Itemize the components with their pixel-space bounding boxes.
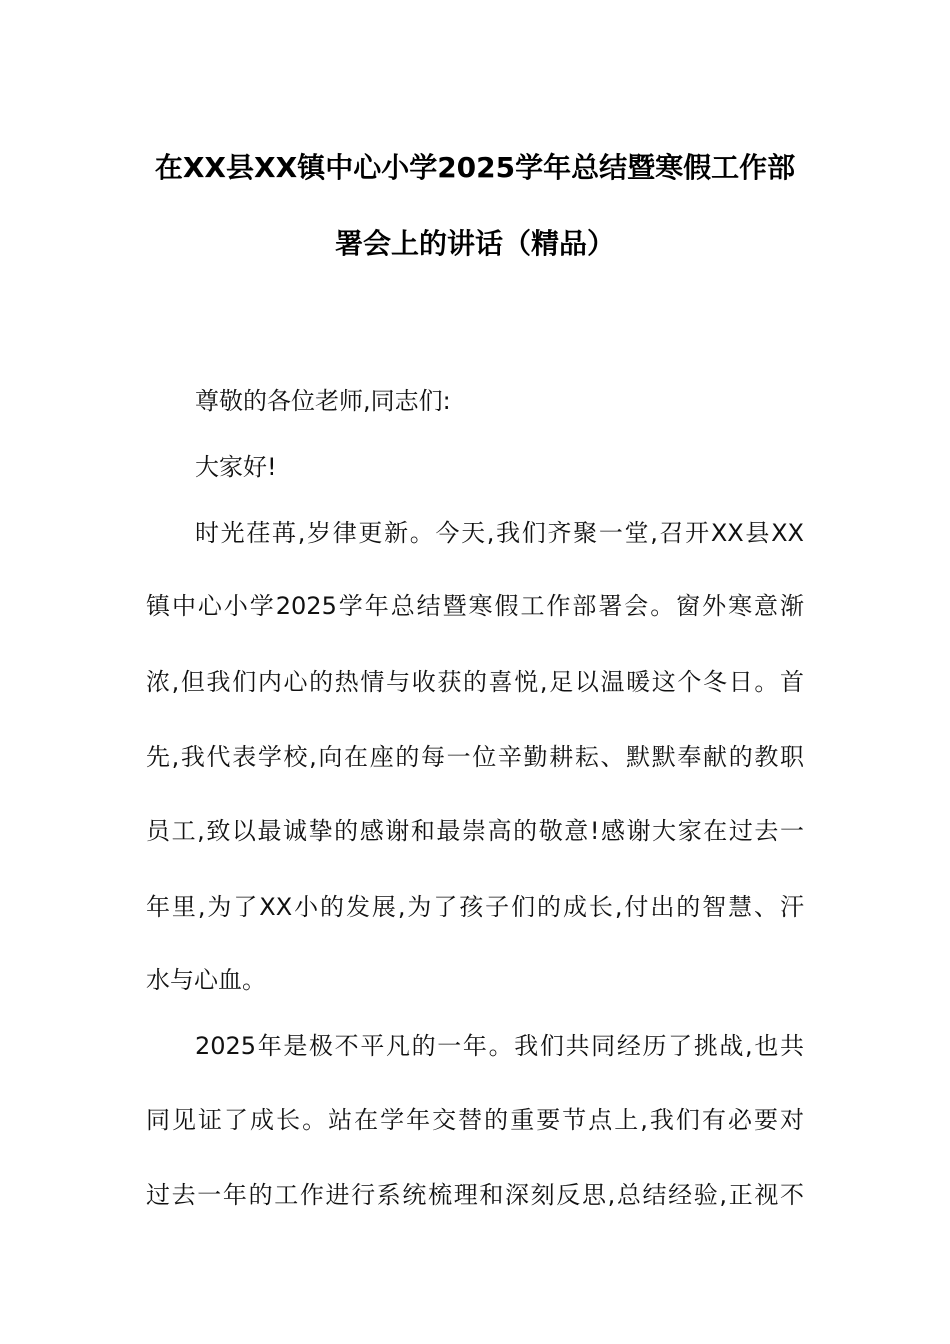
document-title-line-1: 在XX县XX镇中心小学2025学年总结暨寒假工作部 xyxy=(154,151,796,184)
paragraph-1-line: 先,我代表学校,向在座的每一位辛勤耕耘、默默奉献的教职 xyxy=(146,743,804,771)
paragraph-2-line: 过去一年的工作进行系统梳理和深刻反思,总结经验,正视不 xyxy=(146,1181,804,1209)
paragraph-2-line: 2025年是极不平凡的一年。我们共同经历了挑战,也共 xyxy=(195,1032,804,1060)
document-title-line-2: 署会上的讲话（精品） xyxy=(334,227,615,260)
greeting: 大家好! xyxy=(195,453,277,481)
paragraph-2-line: 同见证了成长。站在学年交替的重要节点上,我们有必要对 xyxy=(146,1106,804,1134)
salutation: 尊敬的各位老师,同志们: xyxy=(195,387,451,415)
paragraph-1-line: 员工,致以最诚挚的感谢和最崇高的敬意!感谢大家在过去一 xyxy=(146,817,804,845)
paragraph-1-line: 水与心血。 xyxy=(146,966,266,994)
paragraph-1-line: 时光荏苒,岁律更新。今天,我们齐聚一堂,召开XX县XX xyxy=(195,519,804,547)
paragraph-1-line: 镇中心小学2025学年总结暨寒假工作部署会。窗外寒意渐 xyxy=(146,592,804,620)
paragraph-1-line: 浓,但我们内心的热情与收获的喜悦,足以温暖这个冬日。首 xyxy=(146,668,804,696)
paragraph-1-line: 年里,为了XX小的发展,为了孩子们的成长,付出的智慧、汗 xyxy=(146,893,804,921)
